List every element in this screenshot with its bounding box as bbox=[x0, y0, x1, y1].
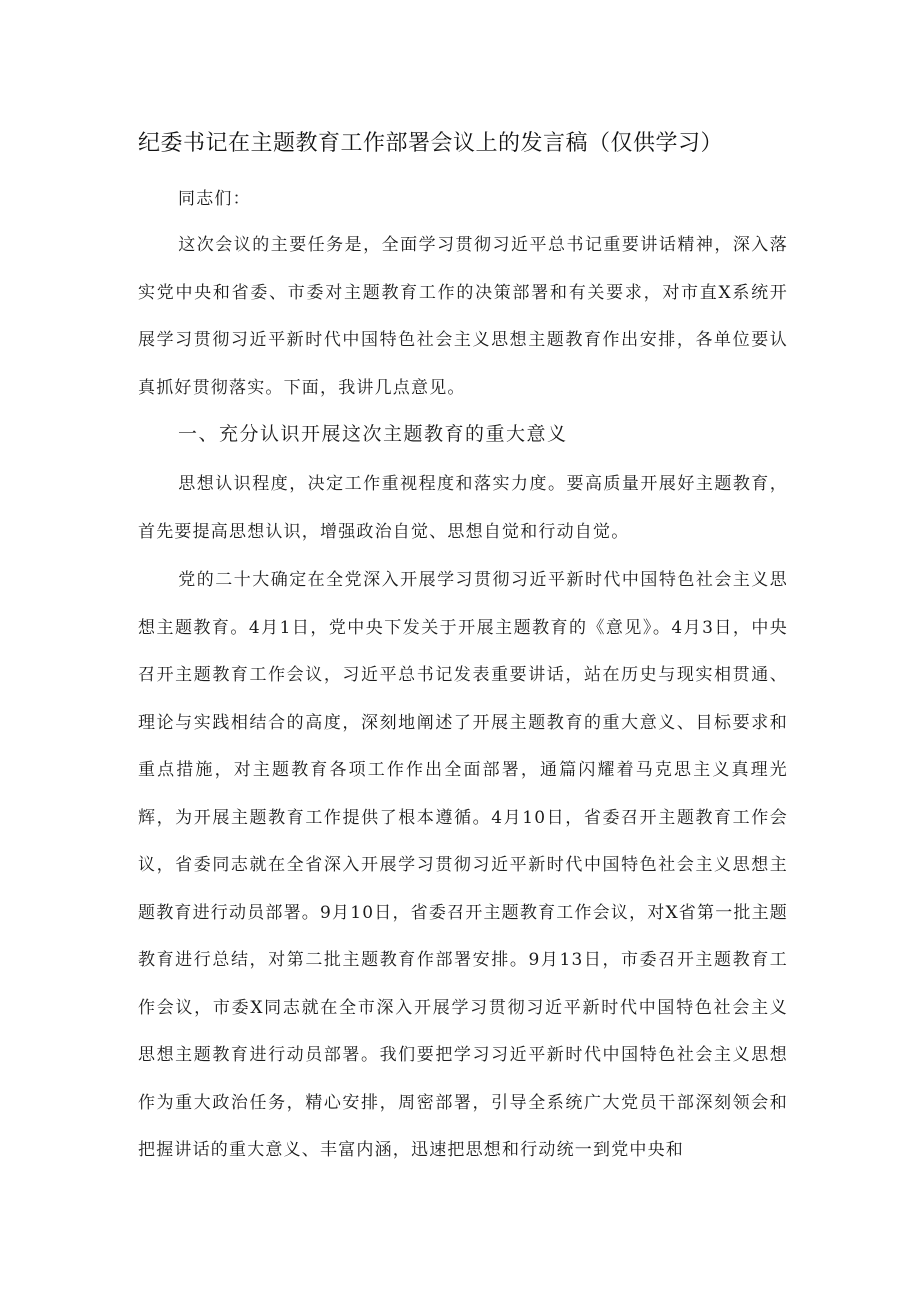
section-paragraph-text: 思想认识程度，决定工作重视程度和落实力度。要高质量开展好主题教育，首先要提高思想认识，增强政治自觉、思想自觉和行动自觉。 bbox=[138, 474, 788, 542]
salutation bbox=[138, 176, 788, 224]
section-paragraph-text: 党的二十大确定在全党深入开展学习贯彻习近平新时代中国特色社会主义思想主题教育。4月1日，党中央下发关于开展主题教育的《意见》。4月3日，中央召开主题教育工作会议，习近平总书记发表重要讲话，站在历史与现实相贯通、理论与实践相结合的高度，深刻地阐述了开展主题教育的重大意义、目标要求和重点措施，对主题教育各项工作作出全面部署，通篇闪耀着马克思主义真理光辉，为开展主题教育工作提供了根本遵循。4月10日，省委召开主题教育工作会议，省委同志就在全省深入开展学习贯彻习近平新时代中国特色社会主义思想主题教育进行动员部署。9月10日，省委召开主题教育工作会议，对X省第一批主题教育进行总结，对第二批主题教育作部署安排。9月13日，市委召开主题教育工作会议，市委X同志就在全市深入开展学习贯彻习近平新时代中国特色社会主义思想主题教育进行动员部署。我们要把学习习近平新时代中国特色社会主义思想作为重大政治任务，精心安排，周密部署，引导全系统广大党员干部深刻领会和把握讲话的重大意义、丰富内涵，迅速把思想和行动统一到党中央和 bbox=[138, 570, 788, 1160]
section-paragraph bbox=[138, 557, 788, 1175]
intro-paragraph-text: 这次会议的主要任务是，全面学习贯彻习近平总书记重要讲话精神，深入落实党中央和省委、市委对主题教育工作的决策部署和有关要求，对市直X系统开展学习贯彻习近平新时代中国特色社会主义思想主题教育作出安排，各单位要认真抓好贯彻落实。下面，我讲几点意见。 bbox=[138, 235, 788, 398]
section-paragraph bbox=[138, 461, 788, 556]
intro-paragraph bbox=[138, 222, 788, 412]
document-title: 纪委书记在主题教育工作部署会议上的发言稿（仅供学习） bbox=[138, 131, 724, 156]
section-heading: 一、充分认识开展这次主题教育的重大意义 bbox=[178, 423, 568, 445]
salutation-text: 同志们： bbox=[178, 189, 251, 209]
